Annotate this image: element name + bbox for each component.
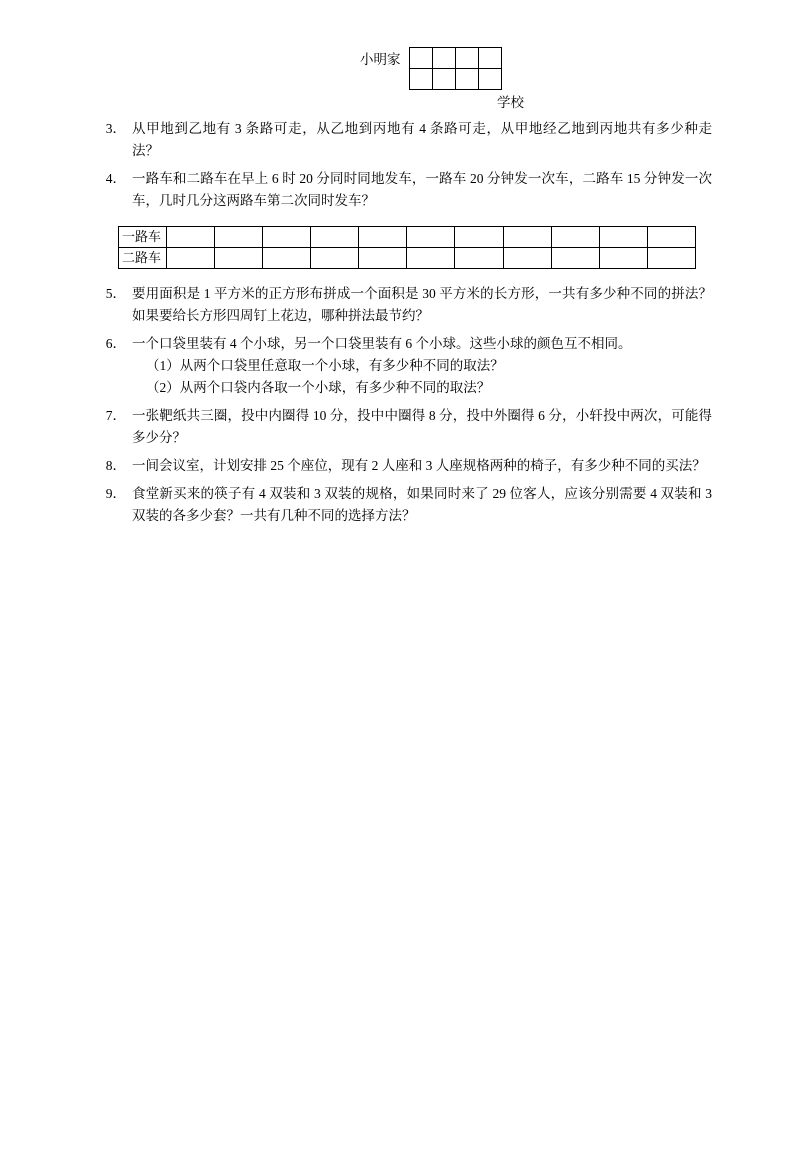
row-header: 一路车 <box>119 227 167 248</box>
question-sub-item: （1）从两个口袋里任意取一个小球，有多少种不同的取法？ <box>146 358 504 373</box>
question-text: 一张靶纸共三圈，投中内圈得 10 分，投中中圈得 8 分，投中外圈得 6 分，小轩投中两次，可能得多少分？ <box>132 408 712 445</box>
table-row <box>119 227 696 248</box>
question-item <box>98 483 793 527</box>
worksheet-page <box>0 40 793 1162</box>
table-cell <box>311 248 359 269</box>
table-cell <box>455 248 503 269</box>
question-text: 食堂新买来的筷子有 4 双装和 3 双装的规格，如果同时来了 29 位客人，应该分别需要 4 双装和 3 双装的各多少套？一共有几种不同的选择方法？ <box>132 486 712 523</box>
table-cell <box>263 227 311 248</box>
question-sub-item: （2）从两个口袋内各取一个小球，有多少种不同的取法？ <box>146 380 491 395</box>
question-number: 7． <box>105 408 126 423</box>
question-text: 一路车和二路车在早上 6 时 20 分同时同地发车，一路车 20 分钟发一次车，二路车 15 分钟发一次车，几时几分这两路车第二次同时发车？ <box>132 171 712 208</box>
row-header: 二路车 <box>119 248 167 269</box>
grid-cell <box>478 47 502 69</box>
question-text: 从甲地到乙地有 3 条路可走，从乙地到丙地有 4 条路可走，从甲地经乙地到丙地共有多少种走法？ <box>132 121 712 158</box>
question-item <box>98 333 793 399</box>
question-item <box>98 283 793 327</box>
question-number: 6． <box>105 336 126 351</box>
home-label: 小明家 <box>360 52 401 67</box>
table-cell <box>551 248 599 269</box>
grid-cell <box>409 68 433 90</box>
question-item <box>98 118 793 162</box>
table-cell <box>647 248 695 269</box>
table-cell <box>167 248 215 269</box>
route-grid-diagram <box>0 40 793 118</box>
table-cell <box>359 227 407 248</box>
grid-cell <box>432 68 456 90</box>
grid-row <box>410 69 502 90</box>
question-item <box>98 168 793 212</box>
grid-cell <box>409 47 433 69</box>
question-item <box>98 455 793 477</box>
question-text: 要用面积是 1 平方米的正方形布拼成一个面积是 30 平方米的长方形，一共有多少种不同的拼法？如果要给长方形四周钉上花边，哪种拼法最节约？ <box>132 286 712 323</box>
table-cell <box>215 227 263 248</box>
question-list <box>0 118 793 527</box>
bus-schedule-table <box>118 226 696 269</box>
grid-cell <box>432 47 456 69</box>
question-text: 一间会议室，计划安排 25 个座位，现有 2 人座和 3 人座规格两种的椅子，有多少种不同的买法？ <box>132 458 706 473</box>
grid-cell <box>455 68 479 90</box>
question-body <box>132 333 712 399</box>
table-row <box>119 248 696 269</box>
question-number: 9． <box>105 486 126 501</box>
route-grid <box>410 48 502 90</box>
table-cell <box>167 227 215 248</box>
question-number: 5． <box>105 286 126 301</box>
question-number: 8． <box>105 458 126 473</box>
question-number: 3． <box>105 121 126 136</box>
table-cell <box>359 248 407 269</box>
grid-row <box>410 48 502 69</box>
question-number: 4． <box>105 171 126 186</box>
table-cell <box>647 227 695 248</box>
table-cell <box>407 227 455 248</box>
table-cell <box>263 248 311 269</box>
grid-cell <box>455 47 479 69</box>
question-text: 一个口袋里装有 4 个小球，另一个口袋里装有 6 个小球。这些小球的颜色互不相同。 <box>132 336 632 351</box>
table-cell <box>455 227 503 248</box>
table-cell <box>407 248 455 269</box>
grid-cell <box>478 68 502 90</box>
school-label: 学校 <box>497 95 524 110</box>
table-cell <box>599 227 647 248</box>
table-cell <box>503 248 551 269</box>
table-cell <box>599 248 647 269</box>
table-cell <box>311 227 359 248</box>
question-item <box>98 405 793 449</box>
table-cell <box>215 248 263 269</box>
bus-schedule-table-wrap <box>0 226 793 269</box>
table-cell <box>503 227 551 248</box>
table-cell <box>551 227 599 248</box>
